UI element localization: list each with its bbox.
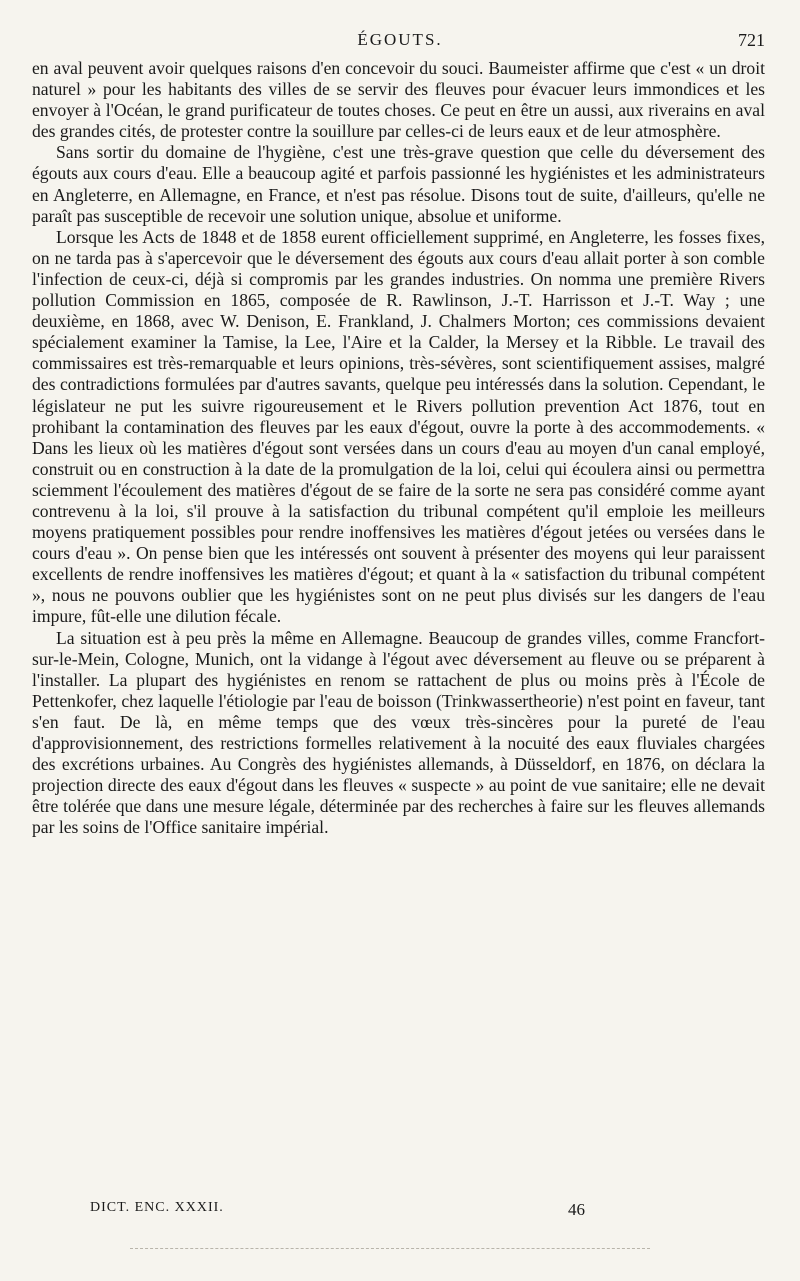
page-number: 721 — [738, 30, 765, 50]
printer-signature: DICT. ENC. XXXII. — [90, 1200, 224, 1215]
paragraph-1: en aval peuvent avoir quelques raisons d'en concevoir du souci. Baumeister affirme que c'est « un droit naturel » pour les habitants des villes de se servir des fleuves pour évacuer leurs immondices et les envoyer à l'Océan, le grand purificateur de toutes choses. Ce peut en être un aussi, aux riverains en aval des grandes cités, de protester contre la souillure par celles-ci de leurs eaux et de leur atmosphère. — [32, 58, 765, 142]
paragraph-3: Lorsque les Acts de 1848 et de 1858 eurent officiellement supprimé, en Angleterre, les fosses fixes, on ne tarda pas à s'apercevoir que le déversement des égouts aux cours d'eau allait porter à son comble l'infection de ceux-ci, déjà si compromis par les grandes industries. On nomma une première Rivers pollution Commission en 1865, composée de R. Rawlinson, J.-T. Harrisson et J.-T. Way ; une deuxième, en 1868, avec W. Denison, E. Frankland, J. Chalmers Morton; ces commissions devaient spécialement examiner la Tamise, la Lee, l'Aire et la Calder, la Mersey et la Ribble. Le travail des commissaires est très-remarquable et leurs opinions, très-sévères, sont scientifiquement assises, malgré des contradictions formulées par d'autres savants, quelque peu intéressés dans la solution. Cependant, le législateur ne put les suivre rigoureusement et le Rivers pollution prevention Act 1876, tout en prohibant la contamination des fleuves par les eaux d'égout, ouvre la porte à des accommodements. « Dans les lieux où les matières d'égout sont versées dans un cours d'eau au moyen d'un canal employé, construit ou en construction à la date de la promulgation de la loi, celui qui écoulera ainsi ou permettra sciemment l'écoulement des matières d'égout de se faire de la sorte ne sera pas considéré comme ayant contrevenu à la loi, s'il prouve à la satisfaction du tribunal compétent qu'il emploie les meilleurs moyens pratiquement possibles pour rendre inoffensives les matières d'égout jetées ou versées dans le cours d'eau ». On pense bien que les intéressés ont souvent à présenter des moyens qui leur paraissent excellents de rendre inoffensives les matières d'égout; et quant à la « satisfaction du tribunal compétent », nous ne pouvons oublier que les hygiénistes sont on ne peut plus divisés sur les dangers de l'eau impure, fût-elle une dilution fécale. — [32, 226, 765, 627]
page-footer — [30, 1200, 770, 1230]
running-head — [30, 30, 770, 56]
body-text — [32, 58, 765, 838]
paragraph-2: Sans sortir du domaine de l'hygiène, c'est une très-grave question que celle du déversement des égouts aux cours d'eau. Elle a beaucoup agité et parfois passionné les hygiénistes et les administrateurs en Angleterre, en Allemagne, en France, et n'est pas résolue. Disons tout de suite, d'ailleurs, qu'elle ne paraît pas susceptible de recevoir une solution unique, absolue et uniforme. — [32, 142, 765, 226]
sheet-number: 46 — [568, 1200, 585, 1219]
paragraph-4: La situation est à peu près la même en Allemagne. Beaucoup de grandes villes, comme Francfort-sur-le-Mein, Cologne, Munich, ont la vidange à l'égout avec déversement au fleuve ou se préparent à l'installer. La plupart des hygiénistes en renom se rattachent de plus ou moins près à l'École de Pettenkofer, chez laquelle l'étiologie par l'eau de boisson (Trinkwassertheorie) n'est point en faveur, tant s'en faut. De là, en même temps que des vœux très-sincères pour la pureté de l'eau d'approvisionnement, des restrictions formelles relativement à la nocuité des eaux fluviales chargées des excrétions urbaines. Au Congrès des hygiénistes allemands, à Düsseldorf, en 1876, on déclara la projection directe des eaux d'égout dans les fleuves « suspecte » au point de vue sanitaire; elle ne devait être tolérée que dans une mesure légale, déterminée par des recherches à faire sur les fleuves allemands par les soins de l'Office sanitaire impérial. — [32, 627, 765, 838]
bottom-rule — [130, 1248, 650, 1249]
running-title: ÉGOUTS. — [357, 30, 443, 49]
